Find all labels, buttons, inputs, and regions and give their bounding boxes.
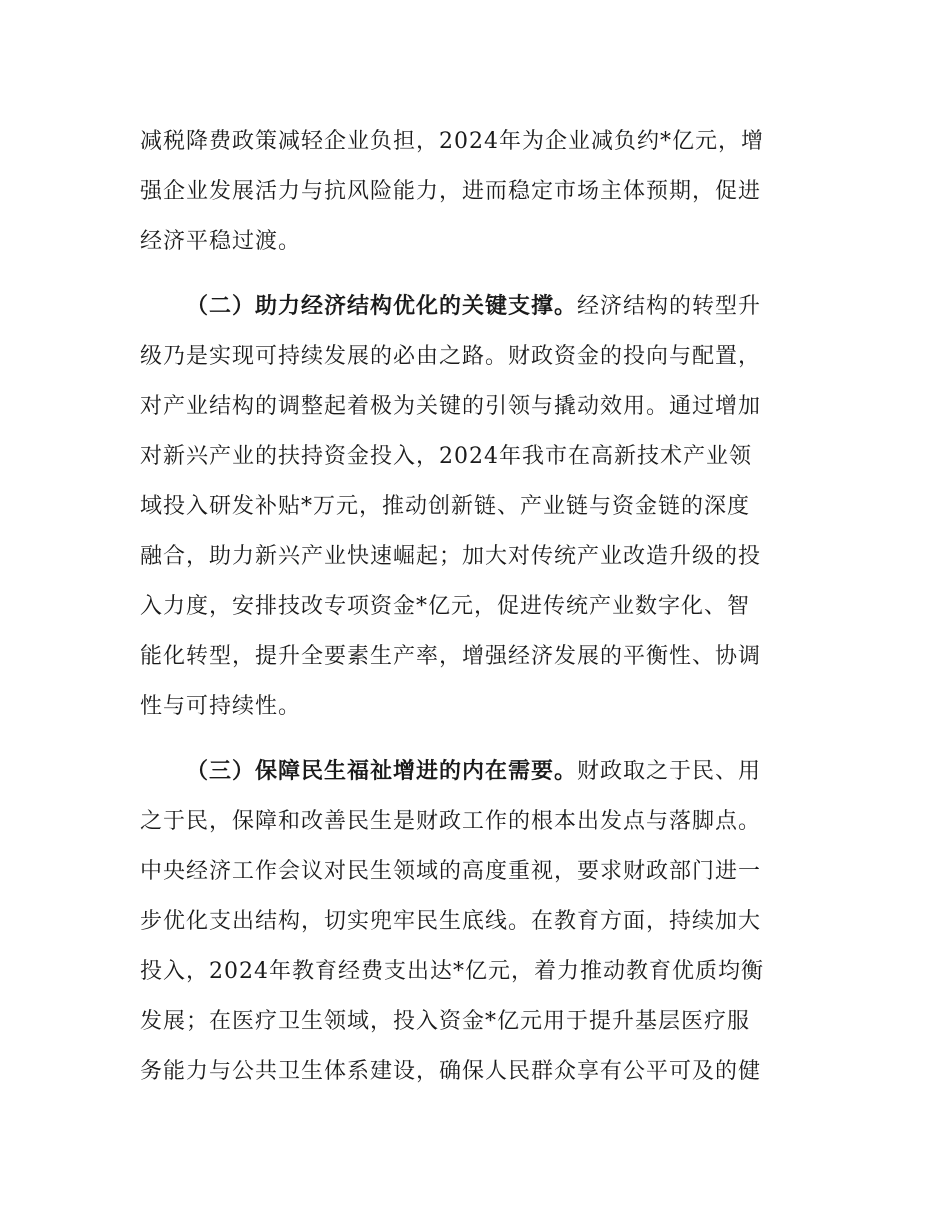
paragraph-line: 之于民，保障和改善民生是财政工作的根本出发点与落脚点。 [140, 809, 762, 834]
paragraph-line: 级乃是实现可持续发展的必由之路。财政资金的投向与配置， [140, 344, 762, 369]
paragraph-line: 发展；在医疗卫生领域，投入资金*亿元用于提升基层医疗服 [140, 1009, 751, 1034]
paragraph-line: 融合，助力新兴产业快速崛起；加大对传统产业改造升级的投 [140, 544, 762, 569]
paragraph-line: 投入，2024年教育经费支出达*亿元，着力推动教育优质均衡 [140, 959, 764, 984]
paragraph-text: 经济结构的转型升 [577, 294, 762, 319]
paragraph-line: 强企业发展活力与抗风险能力，进而稳定市场主体预期，促进 [140, 179, 762, 204]
paragraph-text: 财政取之于民、用 [577, 759, 762, 784]
paragraph-line: 经济平稳过渡。 [140, 229, 302, 254]
paragraph-line: 步优化支出结构，切实兜牢民生底线。在教育方面，持续加大 [140, 909, 762, 934]
paragraph-line: 入力度，安排技改专项资金*亿元，促进传统产业数字化、智 [140, 594, 751, 619]
paragraph-line: 对产业结构的调整起着极为关键的引领与撬动效用。通过增加 [140, 394, 762, 419]
section-heading: （二）助力经济结构优化的关键支撑。 [186, 294, 578, 319]
paragraph-first-line [186, 757, 866, 787]
paragraph-line: 能化转型，提升全要素生产率，增强经济发展的平衡性、协调 [140, 644, 762, 669]
paragraph-line: 性与可持续性。 [140, 694, 302, 719]
section-heading: （三）保障民生福祉增进的内在需要。 [186, 759, 578, 784]
paragraph-first-line [186, 292, 866, 322]
paragraph-line: 减税降费政策减轻企业负担，2024年为企业减负约*亿元，增 [140, 129, 764, 154]
paragraph-line: 域投入研发补贴*万元，推动创新链、产业链与资金链的深度 [140, 494, 751, 519]
paragraph-line: 务能力与公共卫生体系建设，确保人民群众享有公平可及的健 [140, 1059, 762, 1084]
paragraph-line: 中央经济工作会议对民生领域的高度重视，要求财政部门进一 [140, 859, 762, 884]
paragraph-line: 对新兴产业的扶持资金投入，2024年我市在高新技术产业领 [140, 444, 752, 469]
